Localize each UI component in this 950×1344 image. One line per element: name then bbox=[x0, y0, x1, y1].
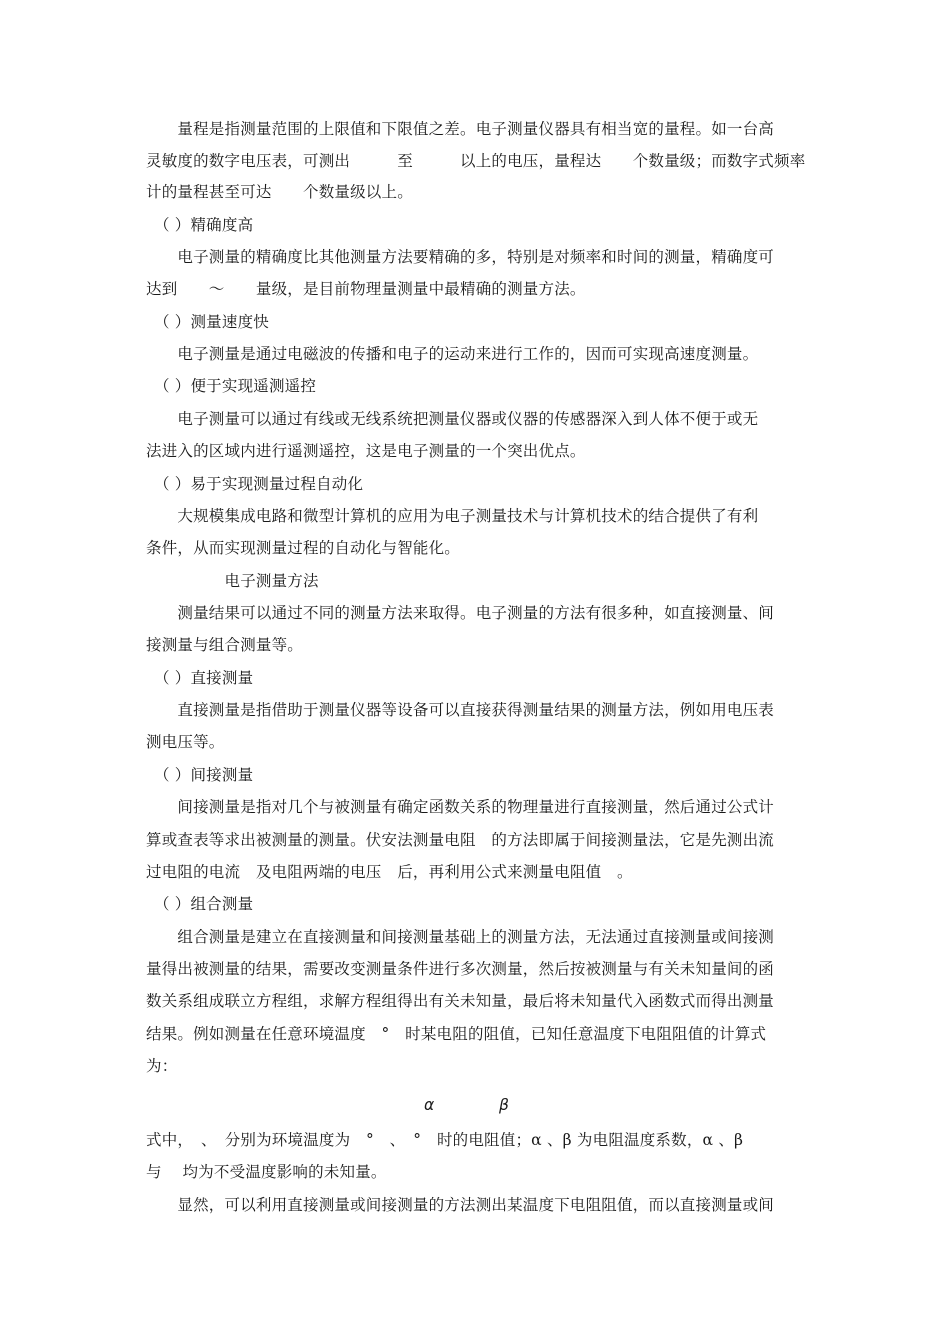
paragraph-line: 大规模集成电路和微型计算机的应用为电子测量技术与计算机技术的结合提供了有利 bbox=[146, 507, 759, 525]
paragraph-line: 量得出被测量的结果，需要改变测量条件进行多次测量，然后按被测量与有关未知量间的函 bbox=[146, 960, 775, 978]
paragraph-line: 电子测量是通过电磁波的传播和电子的运动来进行工作的，因而可实现高速度测量。 bbox=[146, 345, 759, 363]
paragraph-line: 间接测量是指对几个与被测量有确定函数关系的物理量进行直接测量，然后通过公式计 bbox=[146, 798, 775, 816]
section-heading: （ ）直接测量 bbox=[146, 669, 254, 687]
section-heading: （ ）测量速度快 bbox=[146, 313, 269, 331]
paragraph-line: 电子测量可以通过有线或无线系统把测量仪器或仪器的传感器深入到人体不便于或无 bbox=[146, 410, 759, 428]
paragraph-line: 接测量与组合测量等。 bbox=[146, 636, 304, 654]
paragraph-line: 组合测量是建立在直接测量和间接测量基础上的测量方法，无法通过直接测量或间接测 bbox=[146, 928, 775, 946]
formula-alpha: α bbox=[424, 1096, 435, 1114]
paragraph-line: 达到 ～ 量级，是目前物理量测量中最精确的测量方法。 bbox=[146, 280, 586, 298]
paragraph-line: 算或查表等求出被测量的测量。伏安法测量电阻 的方法即属于间接测量法，它是先测出流 bbox=[146, 831, 775, 849]
paragraph-line: 测量结果可以通过不同的测量方法来取得。电子测量的方法有很多种，如直接测量、间 bbox=[146, 604, 775, 622]
paragraph-line: 结果。例如测量在任意环境温度 ° 时某电阻的阻值，已知任意温度下电阻阻值的计算式 bbox=[146, 1025, 767, 1043]
section-heading: （ ）精确度高 bbox=[146, 216, 254, 234]
section-heading: （ ）间接测量 bbox=[146, 766, 254, 784]
paragraph-line: 过电阻的电流 及电阻两端的电压 后，再利用公式来测量电阻值 。 bbox=[146, 863, 633, 881]
paragraph-line: 为： bbox=[146, 1057, 178, 1075]
paragraph-line: 与 均为不受温度影响的未知量。 bbox=[146, 1163, 387, 1181]
paragraph-line: 显然，可以利用直接测量或间接测量的方法测出某温度下电阻阻值，而以直接测量或间 bbox=[146, 1196, 775, 1214]
paragraph-line: 灵敏度的数字电压表，可测出 至 以上的电压，量程达 个数量级；而数字式频率 bbox=[146, 152, 806, 170]
paragraph-line: 式中， 、 分别为环境温度为 ° 、 ° 时的电阻值；α 、β 为电阻温度系数，α 、β bbox=[146, 1131, 744, 1149]
paragraph-line: 法进入的区域内进行遥测遥控，这是电子测量的一个突出优点。 bbox=[146, 442, 586, 460]
paragraph-line: 计的量程甚至可达 个数量级以上。 bbox=[146, 183, 413, 201]
paragraph-line: 电子测量的精确度比其他测量方法要精确的多，特别是对频率和时间的测量，精确度可 bbox=[146, 248, 775, 266]
section-heading: （ ）组合测量 bbox=[146, 895, 254, 913]
section-heading: （ ）便于实现遥测遥控 bbox=[146, 377, 317, 395]
paragraph-line: 直接测量是指借助于测量仪器等设备可以直接获得测量结果的测量方法，例如用电压表 bbox=[146, 701, 775, 719]
formula-beta: β bbox=[499, 1096, 509, 1114]
paragraph-line: 测电压等。 bbox=[146, 733, 225, 751]
section-heading: （ ）易于实现测量过程自动化 bbox=[146, 475, 364, 493]
paragraph-line: 量程是指测量范围的上限值和下限值之差。电子测量仪器具有相当宽的量程。如一台高 bbox=[146, 120, 775, 138]
paragraph-line: 条件，从而实现测量过程的自动化与智能化。 bbox=[146, 539, 461, 557]
chapter-heading: 电子测量方法 bbox=[146, 572, 319, 590]
paragraph-line: 数关系组成联立方程组，求解方程组得出有关未知量，最后将未知量代入函数式而得出测量 bbox=[146, 992, 775, 1010]
